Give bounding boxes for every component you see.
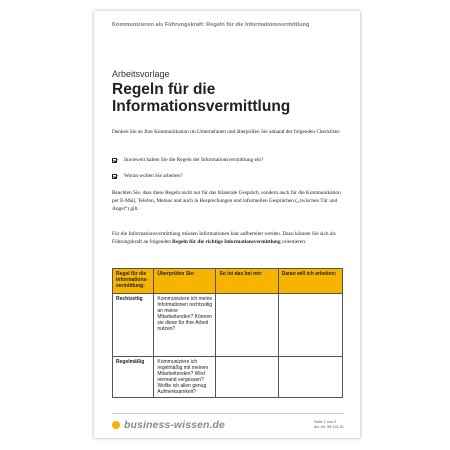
cell-mine[interactable] (216, 294, 278, 357)
running-header: Kommunizieren als Führungskraft: Regeln für die Informationsvermittlung (112, 22, 310, 28)
document-page (94, 11, 360, 438)
cell-rule: Rechtzeitig (113, 294, 154, 357)
header-mine: So ist das bei mir: (216, 269, 278, 294)
footer-meta (314, 420, 344, 430)
logo-dot-icon (112, 421, 120, 429)
table-header-row (113, 269, 343, 294)
checklist-item-text: Inwieweit halten Sie die Regeln der Informationsvermittlung ein? (124, 157, 264, 163)
cell-rule: Regelmäßig (113, 357, 154, 398)
rules-paragraph-text: Für die Informationsvermittlung müssen Informationen klar aufbereitet werden. Dazu können Sie sich als Führungskraft an folgenden (112, 231, 336, 246)
checkbox-checked-icon (112, 158, 117, 163)
table-row (113, 294, 343, 357)
cell-work[interactable] (278, 357, 342, 398)
checklist-item (112, 156, 344, 164)
logo-text: business-wissen.de (124, 419, 226, 431)
header-rule: Regel für die Informations-vermittlung: (113, 269, 154, 294)
cell-check: Kommuniziere ich regelmäßig mit meinen Mitarbeitenden? Wird niemand vergessen? Wollte ich allen genug Aufmerksamkeit? (154, 357, 216, 398)
article-number: Art.-Nr. 99.131.01 (314, 425, 344, 429)
scope-paragraph: Beachten Sie, dass diese Regeln nicht nur für das bilaterale Gespräch, sondern auch für die Kommunikation per E-Mail, Telefon, Memos und auch in Besprechungen und informellen Gesprächen („zwischen Tür und Angel“) gilt. (112, 190, 341, 213)
rules-paragraph-tail: orientieren: (280, 239, 307, 246)
document-kicker: Arbeitsvorlage (112, 69, 170, 79)
cell-work[interactable] (278, 294, 342, 357)
rules-paragraph-emphasis: Regeln für die richtige Informationsvermittlung (172, 239, 281, 246)
title-line-1: Regeln für die (112, 81, 216, 98)
header-work: Daran will ich arbeiten: (278, 269, 342, 294)
table-row (113, 357, 343, 398)
intro-paragraph: Denken Sie an Ihre Kommunikation im Unternehmen und überprüfen Sie anhand der folgenden Checkliste: (112, 129, 341, 135)
rules-paragraph (112, 230, 344, 246)
checklist-item-text: Woran wollen Sie arbeiten? (124, 173, 183, 179)
rules-table (112, 268, 343, 398)
checkbox-checked-icon (112, 174, 117, 179)
cell-mine[interactable] (216, 357, 278, 398)
page-number: Seite 1 von 2 (314, 420, 337, 424)
title-line-2: Informationsvermittlung (112, 98, 291, 115)
checklist-item (112, 172, 344, 180)
cell-check: Kommuniziere ich meine Informationen rechtzeitig an meine Mitarbeitenden? Können sie diese für ihre Arbeit nutzen? (154, 294, 216, 357)
footer-divider (112, 413, 344, 414)
brand-logo (112, 419, 225, 431)
document-title (112, 81, 352, 115)
header-check: Überprüfen Sie: (154, 269, 216, 294)
